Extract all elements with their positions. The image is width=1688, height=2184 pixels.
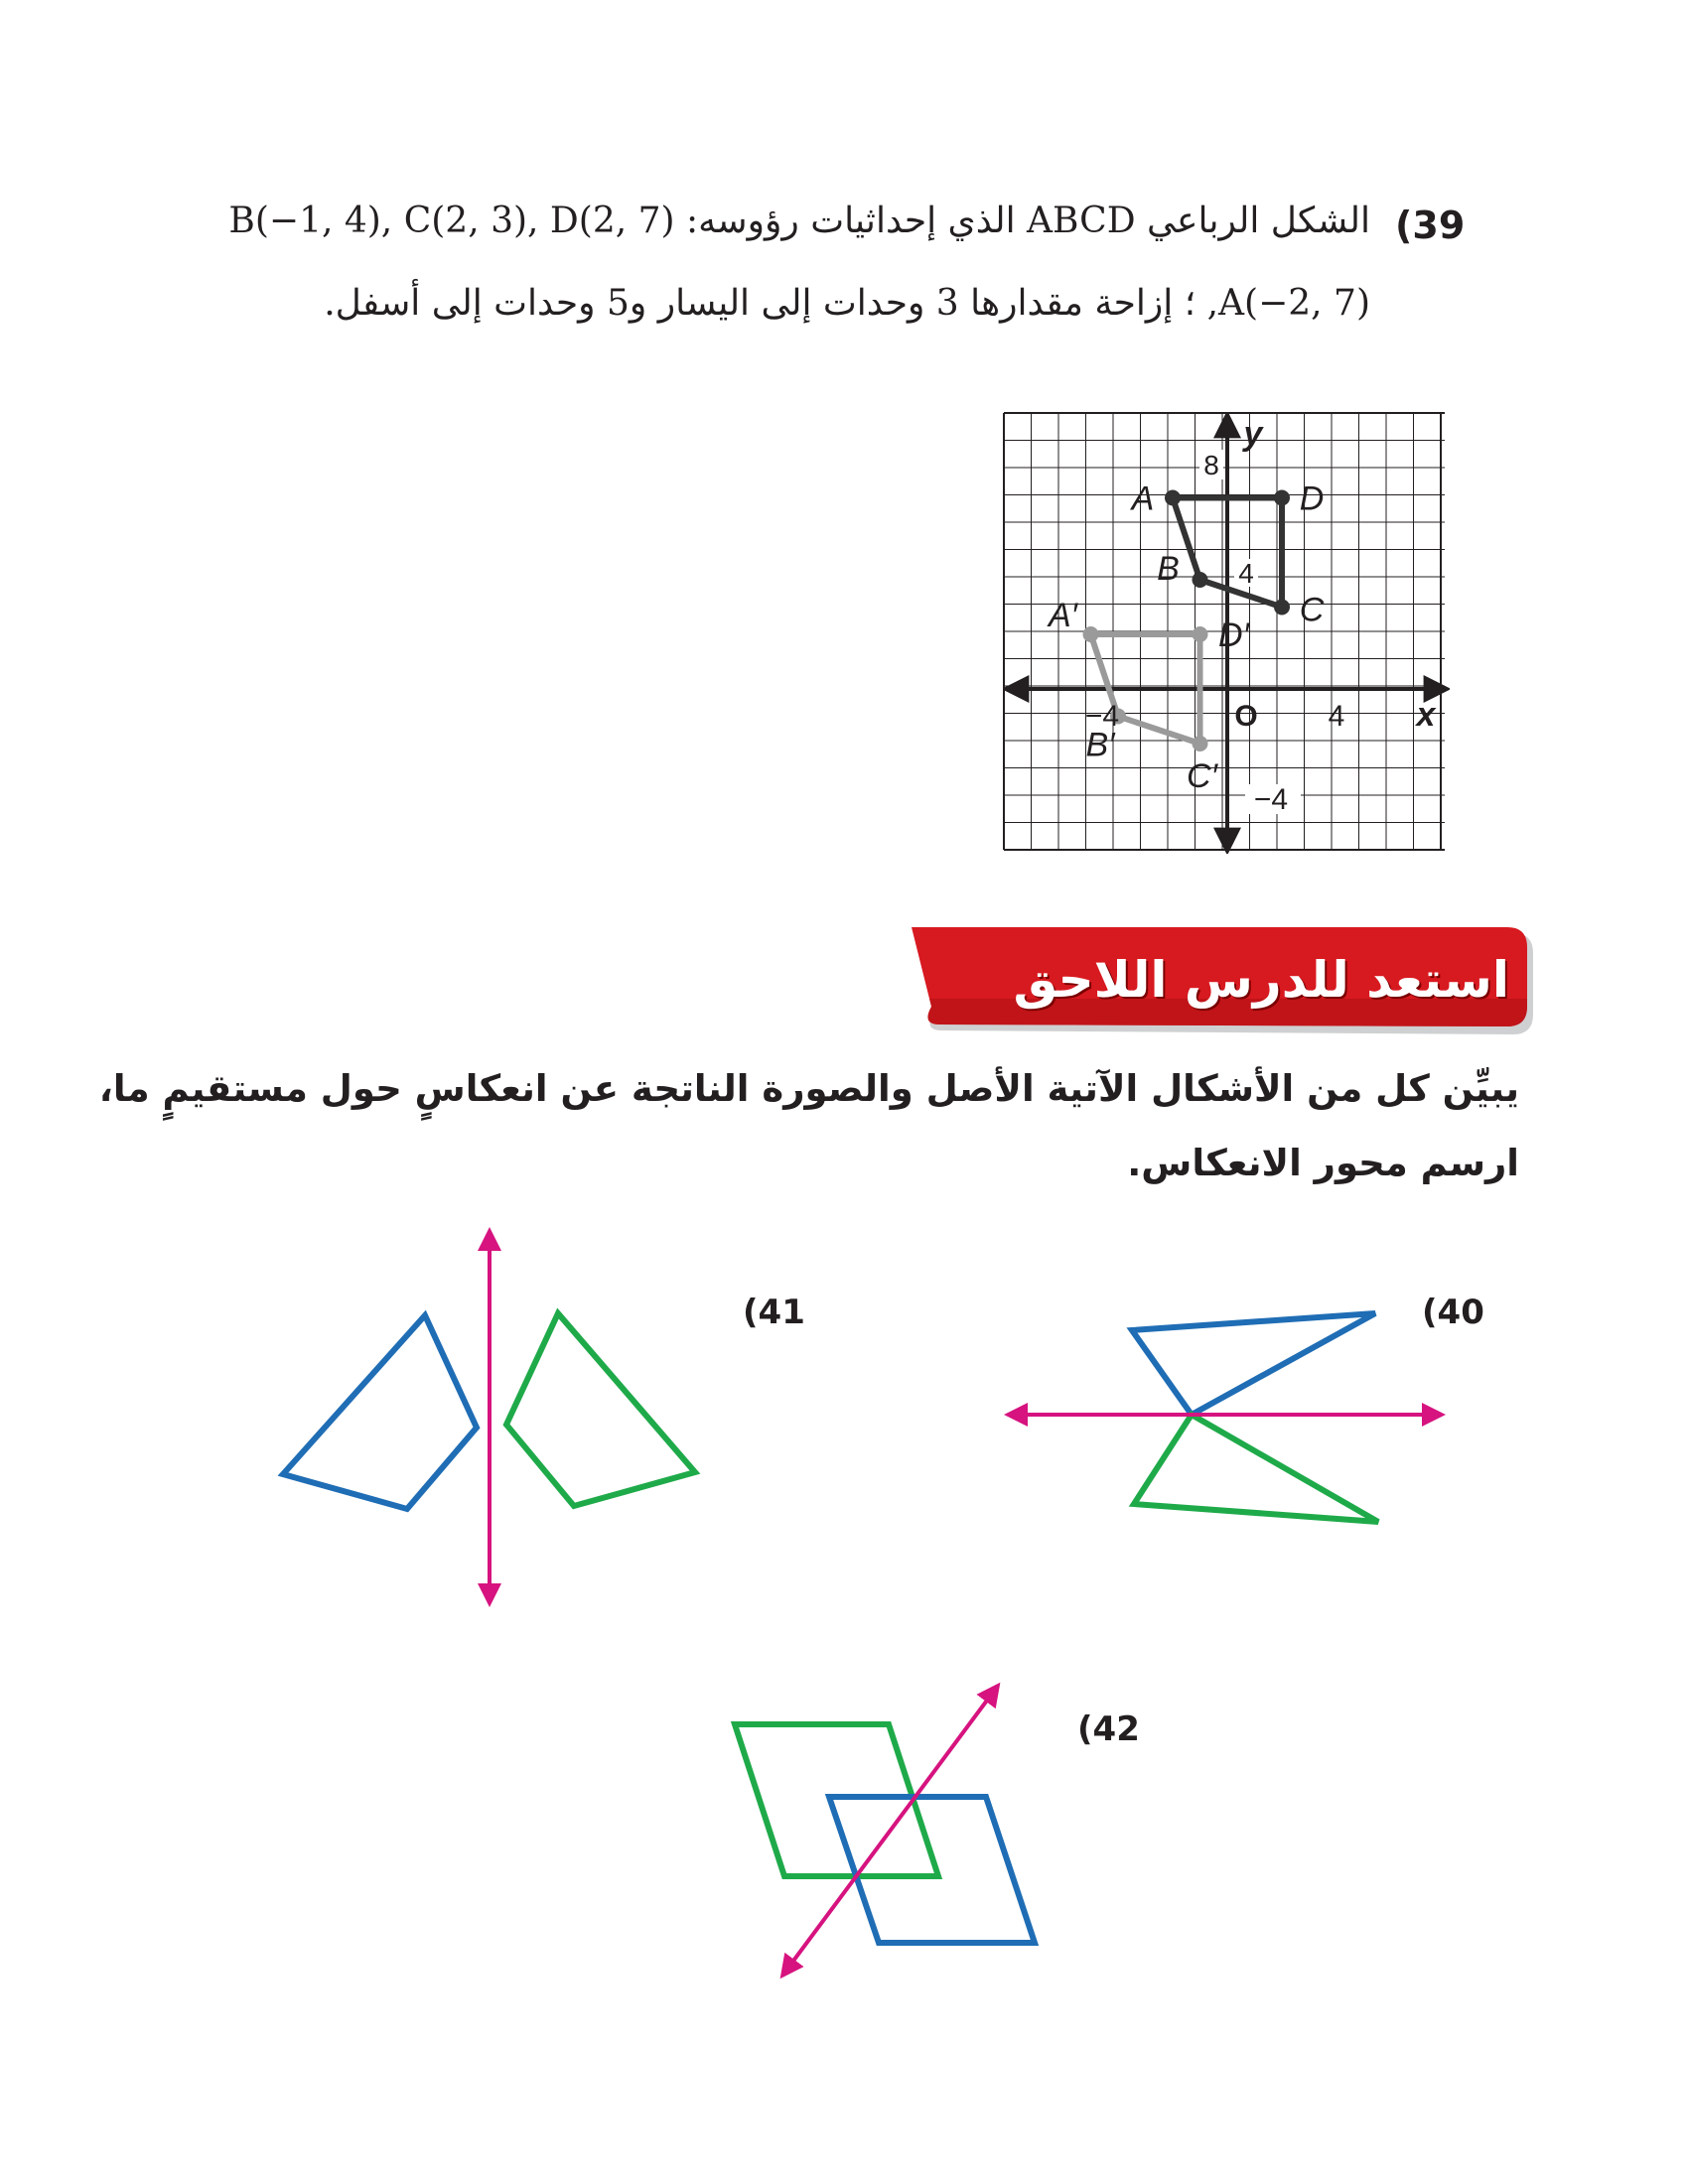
origin-label: O	[1234, 700, 1258, 733]
y-tick-4: 4	[1238, 558, 1254, 589]
banner-title: استعد للدرس اللاحق	[1013, 951, 1509, 1009]
y-tick-8: 8	[1203, 450, 1219, 480]
x-tick-4: 4	[1328, 700, 1345, 733]
original-vertex-label: D	[1299, 479, 1325, 518]
y-axis-label: y	[1243, 415, 1263, 453]
figure-40-preimage	[1132, 1313, 1375, 1415]
exercise-39-line1: الشكل الرباعي ABCD الذي إحداثيات رؤوسه: B(−1, 4), C(2, 3), D(2, 7)	[228, 201, 1370, 241]
image-vertex-label: B′	[1085, 726, 1115, 764]
figure-42	[735, 1686, 1035, 1976]
exercise-39-line2: A(−2, 7), ؛ إزاحة مقدارها 3 وحدات إلى اليسار و5 وحدات إلى أسفل.	[324, 283, 1370, 324]
y-tick-neg4: −4	[1253, 783, 1289, 816]
image-vertex-label: C′	[1187, 757, 1217, 795]
figure-41-label: (41	[743, 1293, 805, 1332]
x-tick-neg4: −4	[1084, 700, 1120, 733]
figure-41-preimage	[283, 1315, 477, 1509]
figure-41-image	[506, 1313, 695, 1506]
x-axis-label: x	[1416, 696, 1436, 734]
original-vertex-label: C	[1299, 591, 1325, 629]
exercise-39-number: 39)	[1395, 204, 1466, 247]
figure-40	[1008, 1313, 1442, 1522]
instruction-line2: ارسم محور الانعكاس.	[1127, 1142, 1519, 1184]
image-vertex-label: A′	[1048, 597, 1078, 634]
figure-42-label: (42	[1077, 1709, 1140, 1749]
original-vertex-label: B	[1157, 550, 1180, 588]
original-vertex-label: A	[1131, 479, 1155, 518]
instruction-line1: يبيِّن كل من الأشكال الآتية الأصل والصورة الناتجة عن انعكاسٍ حول مستقيمٍ ما،	[98, 1067, 1519, 1110]
image-vertex-label: D′	[1218, 616, 1249, 654]
figure-40-label: (40	[1422, 1293, 1484, 1332]
figure-40-image	[1134, 1415, 1378, 1522]
figure-42-preimage	[735, 1724, 938, 1876]
figure-41	[283, 1231, 695, 1603]
